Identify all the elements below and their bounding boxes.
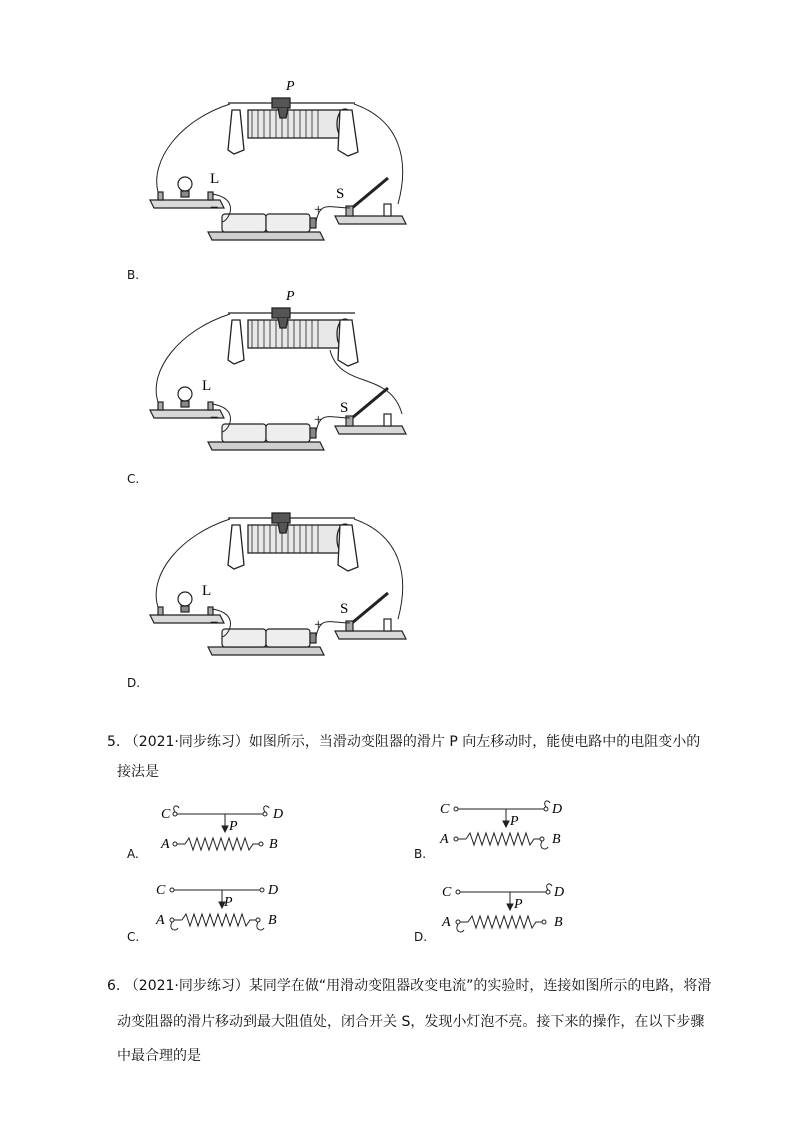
battery-plus: + xyxy=(314,202,323,218)
svg-text:C: C xyxy=(442,885,452,900)
svg-text:P: P xyxy=(514,897,523,912)
svg-text:D: D xyxy=(273,807,284,822)
q6-text-line3: 中最合理的是 xyxy=(117,1048,201,1064)
q6-text-line1: 6. （2021·同步练习）某同学在做“用滑动变阻器改变电流”的实验时，连接如图所示的电路，将滑 xyxy=(107,978,712,994)
rheostat xyxy=(228,98,358,156)
svg-text:C: C xyxy=(156,883,166,898)
svg-text:+: + xyxy=(314,412,323,428)
switch-label-s: S xyxy=(336,186,345,202)
rheostat-d-svg xyxy=(438,878,578,942)
option-d-label: D. xyxy=(127,676,141,690)
circuit-d-svg xyxy=(140,495,430,660)
rheostat-diagram-c xyxy=(152,876,292,940)
battery-minus: − xyxy=(210,200,219,216)
q5-text-line1: 5. （2021·同步练习）如图所示，当滑动变阻器的滑片 P 向左移动时，能使电路中的电阻变小的 xyxy=(107,734,701,750)
rheostat-diagram-a xyxy=(155,800,295,860)
slider-label-p: P xyxy=(286,80,295,94)
svg-text:C: C xyxy=(161,807,171,822)
svg-text:P: P xyxy=(229,819,238,834)
svg-text:B: B xyxy=(268,913,277,928)
svg-text:P: P xyxy=(224,895,233,910)
svg-text:B: B xyxy=(554,915,563,930)
circuit-diagram-c xyxy=(140,290,430,455)
q6-text-line2: 动变阻器的滑片移动到最大阻值处，闭合开关 S，发现小灯泡不亮。接下来的操作，在以下步骤 xyxy=(117,1014,705,1030)
svg-text:D: D xyxy=(268,883,279,898)
q5-option-a-label: A. xyxy=(127,847,139,861)
battery xyxy=(208,214,324,240)
svg-text:−: − xyxy=(210,615,219,631)
svg-text:P: P xyxy=(510,814,519,829)
svg-text:S: S xyxy=(340,601,349,617)
svg-text:A: A xyxy=(440,832,449,847)
svg-text:L: L xyxy=(202,583,212,599)
svg-text:+: + xyxy=(314,617,323,633)
svg-text:A: A xyxy=(156,913,165,928)
rheostat-a-svg xyxy=(155,800,295,860)
circuit-c-svg xyxy=(140,290,430,455)
circuit-diagram-d xyxy=(140,495,430,660)
switch-board xyxy=(335,178,406,224)
svg-text:A: A xyxy=(161,837,170,852)
rheostat-c-svg xyxy=(152,876,292,940)
svg-text:−: − xyxy=(210,410,219,426)
svg-text:B: B xyxy=(269,837,278,852)
svg-text:A: A xyxy=(442,915,451,930)
rheostat-diagram-d xyxy=(438,878,578,942)
option-b-label: B. xyxy=(127,268,140,282)
svg-text:B: B xyxy=(552,832,561,847)
option-c-label: C. xyxy=(127,472,140,486)
q5-option-d-label: D. xyxy=(414,930,428,944)
svg-text:L: L xyxy=(202,378,212,394)
rheostat-diagram-b xyxy=(436,795,576,859)
q5-option-c-label: C. xyxy=(127,930,140,944)
svg-text:P: P xyxy=(286,290,295,304)
svg-text:S: S xyxy=(340,400,349,416)
lamp-label-l: L xyxy=(210,171,220,187)
circuit-diagram-b xyxy=(140,80,430,245)
q5-text-line2: 接法是 xyxy=(117,764,159,780)
circuit-b-svg xyxy=(140,80,430,245)
rheostat-b-svg xyxy=(436,795,576,859)
svg-text:D: D xyxy=(554,885,565,900)
svg-text:D: D xyxy=(552,802,563,817)
q5-option-b-label: B. xyxy=(414,847,427,861)
svg-text:C: C xyxy=(440,802,450,817)
